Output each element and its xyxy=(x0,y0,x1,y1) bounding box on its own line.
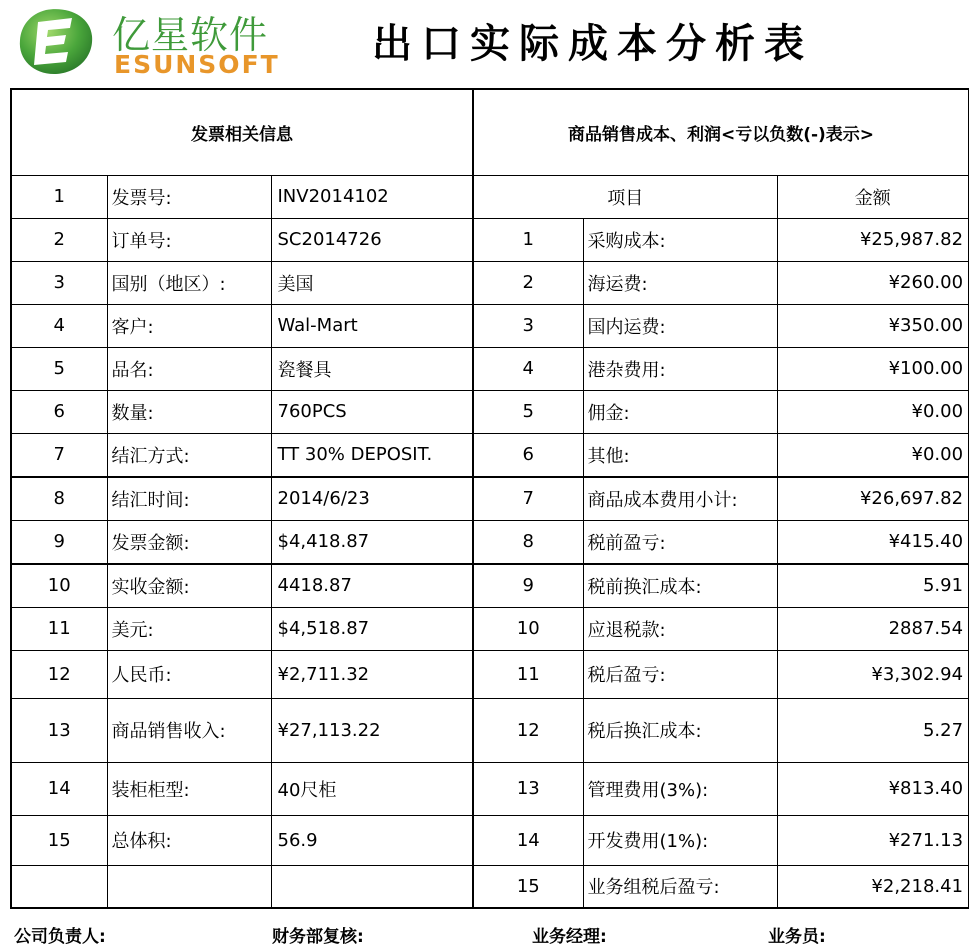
page-title: 出口实际成本分析表 xyxy=(372,21,813,67)
invoice-row-label: 实收金额: xyxy=(107,564,271,607)
invoice-row-number: 12 xyxy=(11,650,107,698)
invoice-row-number: 9 xyxy=(11,520,107,564)
invoice-row-label: 发票号: xyxy=(107,175,271,218)
invoice-row-number: 1 xyxy=(11,175,107,218)
header-row xyxy=(11,89,969,175)
invoice-row-label: 发票金额: xyxy=(107,520,271,564)
table-row xyxy=(11,762,969,815)
table-row xyxy=(11,650,969,698)
invoice-row-label: 商品销售收入: xyxy=(107,698,271,762)
cost-row-amount: ¥0.00 xyxy=(777,433,969,477)
cost-row-amount: ¥100.00 xyxy=(777,347,969,390)
invoice-row-value: 760PCS xyxy=(271,390,473,433)
logo-chinese-text: 亿星软件 xyxy=(112,13,269,57)
cost-row-item: 其他: xyxy=(583,433,777,477)
invoice-row-value: TT 30% DEPOSIT. xyxy=(271,433,473,477)
invoice-row-label: 客户: xyxy=(107,304,271,347)
invoice-row-number: 10 xyxy=(11,564,107,607)
company-logo xyxy=(8,4,318,80)
invoice-row-number: 6 xyxy=(11,390,107,433)
cost-item-column-header: 项目 xyxy=(473,175,777,218)
invoice-row-value: 40尺柜 xyxy=(271,762,473,815)
table-row xyxy=(11,304,969,347)
cost-row-amount: 5.27 xyxy=(777,698,969,762)
invoice-row-value: 4418.87 xyxy=(271,564,473,607)
table-row xyxy=(11,564,969,607)
cost-row-number: 14 xyxy=(473,815,583,865)
cost-row-number: 8 xyxy=(473,520,583,564)
cost-row-number: 4 xyxy=(473,347,583,390)
invoice-row-value: 56.9 xyxy=(271,815,473,865)
cost-row-amount: ¥25,987.82 xyxy=(777,218,969,261)
sales-manager-label: 业务经理: xyxy=(532,927,607,944)
signature-footer xyxy=(14,922,964,944)
cost-row-amount: ¥260.00 xyxy=(777,261,969,304)
invoice-row-number: 13 xyxy=(11,698,107,762)
invoice-row-label: 美元: xyxy=(107,607,271,650)
cost-row-amount: 2887.54 xyxy=(777,607,969,650)
cost-row-item: 开发费用(1%): xyxy=(583,815,777,865)
cost-row-item: 港杂费用: xyxy=(583,347,777,390)
invoice-row-number: 11 xyxy=(11,607,107,650)
cost-row-amount: 5.91 xyxy=(777,564,969,607)
invoice-row-value: $4,418.87 xyxy=(271,520,473,564)
table-row xyxy=(11,698,969,762)
cost-row-amount: ¥2,218.41 xyxy=(777,865,969,908)
cost-row-number: 10 xyxy=(473,607,583,650)
invoice-row-value: ¥27,113.22 xyxy=(271,698,473,762)
invoice-row-number: 15 xyxy=(11,815,107,865)
cost-row-number: 2 xyxy=(473,261,583,304)
finance-review-label: 财务部复核: xyxy=(272,927,364,944)
table-row xyxy=(11,520,969,564)
cost-row-amount: ¥415.40 xyxy=(777,520,969,564)
cost-row-number: 1 xyxy=(473,218,583,261)
invoice-row-label: 国别（地区）: xyxy=(107,261,271,304)
cost-amount-column-header: 金额 xyxy=(777,175,969,218)
cost-row-item: 商品成本费用小计: xyxy=(583,477,777,520)
cost-profit-header: 商品销售成本、利润<亏以负数(-)表示> xyxy=(473,89,969,175)
invoice-row-number: 2 xyxy=(11,218,107,261)
table-row xyxy=(11,607,969,650)
cost-row-item: 业务组税后盈亏: xyxy=(583,865,777,908)
table-row xyxy=(11,175,969,218)
table-row xyxy=(11,477,969,520)
cost-row-number: 7 xyxy=(473,477,583,520)
table-row xyxy=(11,390,969,433)
cost-row-number: 5 xyxy=(473,390,583,433)
invoice-row-value: 瓷餐具 xyxy=(271,347,473,390)
invoice-row-label: 品名: xyxy=(107,347,271,390)
esunsoft-logo-icon xyxy=(16,6,94,76)
cost-row-amount: ¥271.13 xyxy=(777,815,969,865)
cost-row-amount: ¥3,302.94 xyxy=(777,650,969,698)
invoice-row-number: 14 xyxy=(11,762,107,815)
invoice-row-label xyxy=(107,865,271,908)
invoice-row-label: 订单号: xyxy=(107,218,271,261)
cost-row-item: 佣金: xyxy=(583,390,777,433)
invoice-row-number: 8 xyxy=(11,477,107,520)
cost-row-number: 6 xyxy=(473,433,583,477)
cost-row-item: 税前换汇成本: xyxy=(583,564,777,607)
cost-row-number: 9 xyxy=(473,564,583,607)
cost-row-item: 国内运费: xyxy=(583,304,777,347)
table-row xyxy=(11,261,969,304)
invoice-row-label: 总体积: xyxy=(107,815,271,865)
invoice-row-value: INV2014102 xyxy=(271,175,473,218)
invoice-row-label: 结汇方式: xyxy=(107,433,271,477)
table-row xyxy=(11,218,969,261)
invoice-row-number: 5 xyxy=(11,347,107,390)
table-row xyxy=(11,347,969,390)
cost-row-number: 15 xyxy=(473,865,583,908)
table-row xyxy=(11,865,969,908)
cost-row-item: 应退税款: xyxy=(583,607,777,650)
cost-row-number: 11 xyxy=(473,650,583,698)
cost-analysis-table xyxy=(10,88,969,909)
invoice-row-value: $4,518.87 xyxy=(271,607,473,650)
cost-row-item: 海运费: xyxy=(583,261,777,304)
cost-row-number: 12 xyxy=(473,698,583,762)
cost-row-item: 税前盈亏: xyxy=(583,520,777,564)
invoice-row-number: 7 xyxy=(11,433,107,477)
invoice-row-value xyxy=(271,865,473,908)
invoice-row-value: ¥2,711.32 xyxy=(271,650,473,698)
invoice-row-value: 2014/6/23 xyxy=(271,477,473,520)
invoice-row-number: 3 xyxy=(11,261,107,304)
table-row xyxy=(11,433,969,477)
cost-row-amount: ¥813.40 xyxy=(777,762,969,815)
cost-row-item: 采购成本: xyxy=(583,218,777,261)
table-row xyxy=(11,815,969,865)
company-head-label: 公司负责人: xyxy=(14,927,106,944)
invoice-row-label: 人民币: xyxy=(107,650,271,698)
cost-row-amount: ¥0.00 xyxy=(777,390,969,433)
invoice-row-value: Wal-Mart xyxy=(271,304,473,347)
cost-row-number: 3 xyxy=(473,304,583,347)
salesperson-label: 业务员: xyxy=(768,927,826,944)
invoice-info-header: 发票相关信息 xyxy=(11,89,473,175)
cost-row-amount: ¥26,697.82 xyxy=(777,477,969,520)
cost-row-item: 税后换汇成本: xyxy=(583,698,777,762)
cost-row-item: 管理费用(3%): xyxy=(583,762,777,815)
cost-row-item: 税后盈亏: xyxy=(583,650,777,698)
invoice-row-value: SC2014726 xyxy=(271,218,473,261)
cost-row-number: 13 xyxy=(473,762,583,815)
invoice-row-number xyxy=(11,865,107,908)
invoice-row-value: 美国 xyxy=(271,261,473,304)
logo-english-text: ESUNSOFT xyxy=(114,50,280,79)
cost-row-amount: ¥350.00 xyxy=(777,304,969,347)
invoice-row-number: 4 xyxy=(11,304,107,347)
invoice-row-label: 结汇时间: xyxy=(107,477,271,520)
invoice-row-label: 装柜柜型: xyxy=(107,762,271,815)
invoice-row-label: 数量: xyxy=(107,390,271,433)
